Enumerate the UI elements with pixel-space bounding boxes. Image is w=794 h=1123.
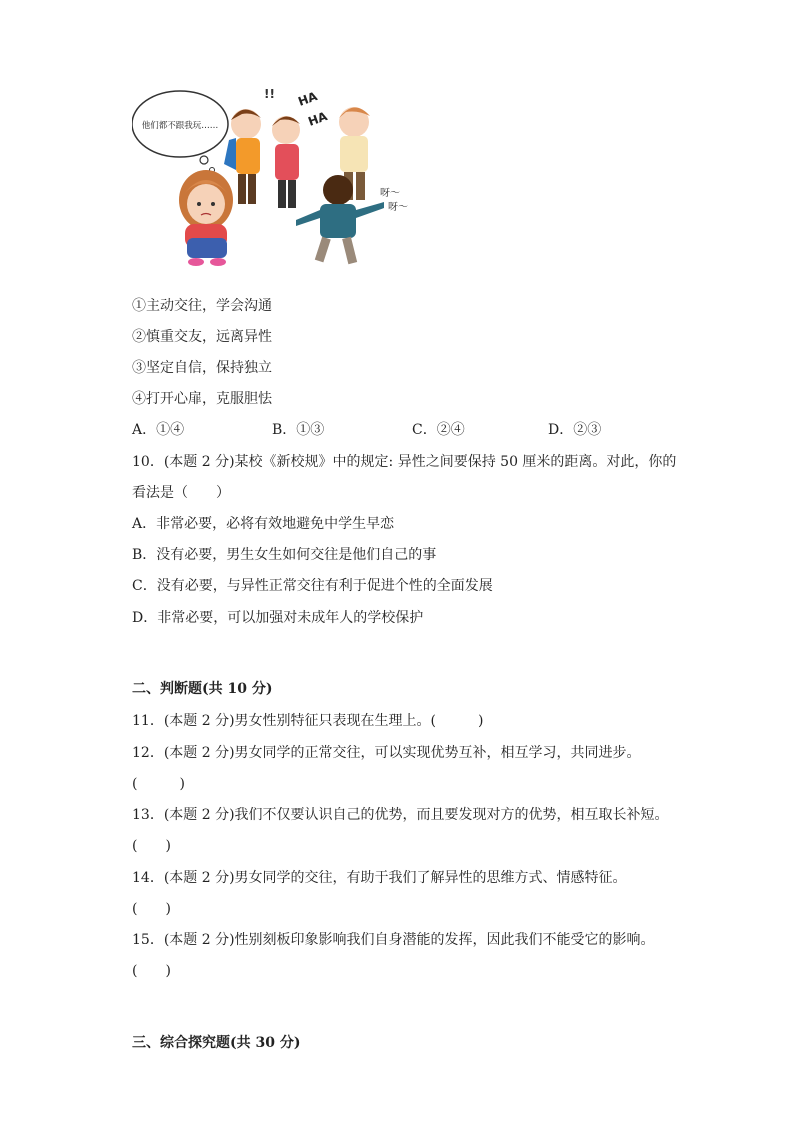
exclaim-text: !! [264, 87, 275, 101]
q13-blank: ( ) [132, 838, 171, 854]
q15-blank: ( ) [132, 963, 171, 979]
q9-option-a: A．①④ [132, 422, 185, 438]
q9-statement-2: ②慎重交友，远离异性 [132, 329, 272, 345]
q11-text: 11．(本题 2 分)男女性别特征只表现在生理上。( ) [132, 713, 484, 729]
section-2-title: 二、判断题(共 10 分) [132, 681, 273, 697]
q9-statement-4: ④打开心扉，克服胆怯 [132, 391, 272, 407]
q9-option-c: C．②④ [412, 422, 465, 438]
q9-statement-1: ①主动交往，学会沟通 [132, 298, 272, 314]
sad-girl-figure [179, 170, 233, 266]
q15-text: 15．(本题 2 分)性别刻板印象影响我们自身潜能的发挥，因此我们不能受它的影响。 [132, 932, 655, 948]
q9-option-d: D．②③ [548, 422, 602, 438]
q9-statement-3: ③坚定自信，保持独立 [132, 360, 272, 376]
laugh-text-2: HA [306, 109, 330, 129]
q10-option-a: A．非常必要，必将有效地避免中学生早恋 [132, 516, 395, 532]
whistle-text-1: 呀～ [380, 188, 400, 199]
laugh-text-1: HA [296, 89, 320, 109]
q14-text: 14．(本题 2 分)男女同学的交往，有助于我们了解异性的思维方式、情感特征。 [132, 870, 627, 886]
q12-blank: ( ) [132, 776, 185, 792]
whistle-text-2: 呀～ [388, 202, 408, 213]
q10-option-c: C．没有必要，与异性正常交往有利于促进个性的全面发展 [132, 578, 493, 594]
q14-blank: ( ) [132, 901, 171, 917]
section-3-title: 三、综合探究题(共 30 分) [132, 1035, 301, 1051]
q9-option-b: B．①③ [272, 422, 325, 438]
laughing-boy-2 [272, 116, 300, 208]
q12-text: 12．(本题 2 分)男女同学的正常交往，可以实现优势互补，相互学习，共同进步。 [132, 745, 641, 761]
speech-bubble-text: 他们都不跟我玩…… [141, 121, 219, 131]
q10-option-b: B．没有必要，男生女生如何交往是他们自己的事 [132, 547, 437, 563]
q10-option-d: D．非常必要，可以加强对未成年人的学校保护 [132, 610, 424, 626]
q10-stem-line2: 看法是（ ） [132, 485, 230, 501]
q13-text: 13．(本题 2 分)我们不仅要认识自己的优势，而且要发现对方的优势，相互取长补短。 [132, 807, 669, 823]
cartoon-illustration [132, 78, 424, 274]
q10-stem-line1: 10．(本题 2 分)某校《新校规》中的规定: 异性之间要保持 50 厘米的距离。对此，你的 [132, 454, 677, 470]
walking-boy-back [296, 175, 384, 264]
